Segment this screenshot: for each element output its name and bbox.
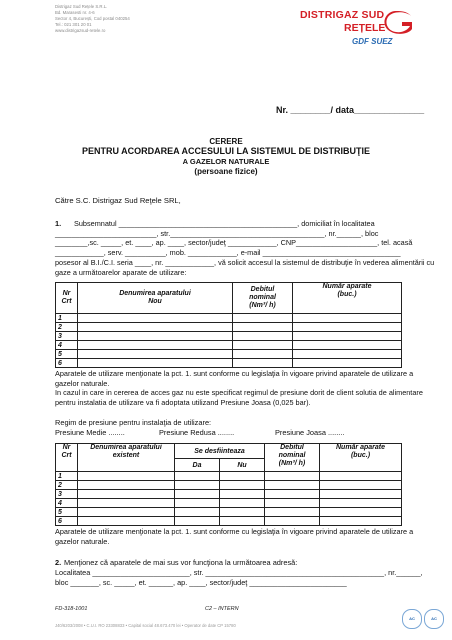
brand-subname: REȚELE (344, 22, 386, 34)
certification-badge-icon: AC (424, 609, 444, 629)
applicant-details (55, 219, 435, 277)
table-row (56, 490, 402, 499)
form-line[interactable]: ____________, serv. __________, mob. ____________, e-mail __________________________________ (55, 248, 401, 258)
address-line: Distrigaz Sud Rețele S.R.L. (55, 4, 108, 9)
cell-input[interactable] (220, 499, 265, 508)
row-number: 3 (56, 490, 78, 499)
cell-input[interactable] (233, 314, 293, 323)
cell-input[interactable] (265, 481, 320, 490)
company-logo (300, 9, 430, 57)
row-number: 1 (56, 472, 78, 481)
doc-subtitle: PENTRU ACORDAREA ACCESULUI LA SISTEMUL DE DISTRIBUŢIE (81, 146, 370, 156)
table-row (56, 472, 402, 481)
cell-input[interactable] (220, 481, 265, 490)
col-desfiinteaza: Se desfiinteaza (175, 444, 265, 459)
text-line: gazelor naturale. (55, 536, 110, 546)
pressure-medium-option[interactable]: Presiune Medie ........ (55, 428, 125, 437)
doc-subtitle-3: (persoane fizice) (194, 167, 258, 176)
text-line: In cazul in care in cererea de acces gaz nu este specificat regimul de presiune dorit de client solutia de alimentare (55, 388, 423, 398)
row-number: 5 (56, 350, 78, 359)
col-nu: Nu (220, 459, 265, 472)
header-address (55, 4, 130, 34)
row-number: 2 (56, 481, 78, 490)
cell-input[interactable] (78, 508, 175, 517)
form-line[interactable]: Subsemnatul ____________________________________________, domiciliat în localitatea (74, 219, 375, 228)
col-count: Număr aparate (buc.) (320, 444, 402, 472)
cell-input[interactable] (78, 359, 233, 368)
cell-input[interactable] (265, 508, 320, 517)
cell-input[interactable] (175, 499, 220, 508)
text-line: pentru instalatia de utilizare va fi adoptata utilizand Presiune Joasa (0,025 bar). (55, 398, 311, 408)
table-row (56, 314, 402, 323)
cell-input[interactable] (175, 472, 220, 481)
cell-input[interactable] (293, 341, 402, 350)
col-name: Denumirea aparatului existent (78, 444, 175, 472)
cell-input[interactable] (293, 350, 402, 359)
section-2-text: Menţionez că aparatele de mai sus vor funcţiona la următoarea adresă: (64, 558, 298, 567)
text-line: Aparatele de utilizare menţionate la pct. 1. sunt conforme cu legislaţia în vigoare privind aparatele de utilizare a (55, 369, 414, 378)
cell-input[interactable] (265, 490, 320, 499)
row-number: 4 (56, 499, 78, 508)
row-number: 5 (56, 508, 78, 517)
cell-input[interactable] (233, 341, 293, 350)
brand-group: GDF SUEZ (352, 37, 393, 46)
row-number: 1 (56, 314, 78, 323)
cell-input[interactable] (233, 323, 293, 332)
cell-input[interactable] (320, 481, 402, 490)
col-da: Da (175, 459, 220, 472)
text-line: gazelor naturale. (55, 378, 110, 388)
classification: C2 – INTERN (205, 606, 239, 612)
form-code: FD-318-1001 (55, 606, 88, 612)
table-row (56, 508, 402, 517)
col-debit: Debitul nominal (Nm³/ h) (265, 444, 320, 472)
col-count: Număr aparate (buc.) (293, 283, 402, 314)
appliance-address (55, 568, 423, 587)
cell-input[interactable] (293, 314, 402, 323)
row-number: 6 (56, 517, 78, 526)
conformity-note (55, 369, 423, 408)
cell-input[interactable] (175, 508, 220, 517)
registration-number-field[interactable]: Nr. ________/ data______________ (276, 105, 425, 115)
cell-input[interactable] (320, 490, 402, 499)
form-line[interactable]: Localitatea ________________________, str. ____________________________________________, nr.______, (55, 568, 423, 577)
address-line: Sector 4, București, Cod postal 040254 (55, 16, 130, 22)
doc-subtitle-2: A GAZELOR NATURALE (182, 157, 270, 166)
cell-input[interactable] (320, 517, 402, 526)
table-row (56, 323, 402, 332)
form-line[interactable]: posesor al B.I./C.I. seria ____, nr. ____________, vă solicit accesul la sistemul de distribuţie în vederea alimentării cu (55, 257, 435, 267)
col-nr: Nr Crt (56, 283, 78, 314)
cell-input[interactable] (320, 508, 402, 517)
logo-mark-icon (384, 11, 414, 35)
table-row (56, 359, 402, 368)
cell-input[interactable] (78, 481, 175, 490)
cell-input[interactable] (233, 332, 293, 341)
cell-input[interactable] (320, 499, 402, 508)
text-line: Aparatele de utilizare menţionate la pct. 1. sunt conforme cu legislaţia în vigoare privind aparatele de utilizare a (55, 527, 414, 536)
row-number: 2 (56, 323, 78, 332)
cell-input[interactable] (293, 323, 402, 332)
cell-input[interactable] (78, 517, 175, 526)
cell-input[interactable] (78, 323, 233, 332)
form-line[interactable]: bloc _______, sc. _____, et. ______, ap. ____, sector/judeţ ________________________ (55, 577, 347, 587)
cell-input[interactable] (175, 490, 220, 499)
certification-badge-icon: AC (402, 609, 422, 629)
cell-input[interactable] (233, 350, 293, 359)
company-registration: J40/6203/2008 • C.U.I. RO 23308833 • Capital social 48.673.470 lei • Operator de date CP 15780 (55, 623, 236, 628)
form-line[interactable]: _________________________, str.______________________________________, nr.______, bloc (55, 228, 379, 238)
table-row (56, 332, 402, 341)
pressure-regime-title: Regim de presiune pentru instalaţia de utilizare: (55, 418, 212, 427)
table-row (56, 499, 402, 508)
section-2-number: 2. (55, 558, 62, 567)
cell-input[interactable] (265, 517, 320, 526)
cell-input[interactable] (78, 472, 175, 481)
row-number: 6 (56, 359, 78, 368)
cell-input[interactable] (293, 359, 402, 368)
cell-input[interactable] (78, 499, 175, 508)
row-number: 4 (56, 341, 78, 350)
address-line: www.distrigazsud-retele.ro (55, 28, 106, 34)
cell-input[interactable] (220, 508, 265, 517)
brand-name: DISTRIGAZ SUD (300, 9, 385, 21)
cell-input[interactable] (320, 472, 402, 481)
address-line: Bd. Marasesti nr. 4-6 (55, 10, 95, 16)
cell-input[interactable] (175, 517, 220, 526)
section-1-number: 1. (55, 219, 62, 228)
table-row (56, 341, 402, 350)
table-row (56, 481, 402, 490)
pressure-reduced-option[interactable]: Presiune Redusa ........ (159, 428, 235, 437)
row-number: 3 (56, 332, 78, 341)
cell-input[interactable] (293, 332, 402, 341)
cell-input[interactable] (78, 490, 175, 499)
cell-input[interactable] (265, 472, 320, 481)
cell-input[interactable] (233, 359, 293, 368)
cell-input[interactable] (175, 481, 220, 490)
cell-input[interactable] (78, 341, 233, 350)
pressure-low-option[interactable]: Presiune Joasa ........ (275, 428, 345, 437)
cell-input[interactable] (220, 472, 265, 481)
cell-input[interactable] (78, 314, 233, 323)
cell-input[interactable] (78, 332, 233, 341)
addressee: Către S.C. Distrigaz Sud Reţele SRL, (55, 196, 181, 205)
address-line: Tel.: 021 301 20 01 (55, 22, 92, 28)
table-row (56, 350, 402, 359)
col-nr: Nr Crt (56, 444, 78, 472)
conformity-note-2 (55, 527, 414, 546)
col-name: Denumirea aparatului Nou (78, 283, 233, 314)
cell-input[interactable] (220, 517, 265, 526)
cell-input[interactable] (265, 499, 320, 508)
col-debit: Debitul nominal (Nm³/ h) (233, 283, 293, 314)
new-appliances-table (55, 282, 402, 368)
table-row (56, 517, 402, 526)
cell-input[interactable] (78, 350, 233, 359)
cell-input[interactable] (220, 490, 265, 499)
doc-title: CERERE (209, 137, 243, 146)
form-line[interactable]: ________,sc. _____, et. ____, ap. ____, sector/judeţ ____________, CNP____________________, tel. acasă (55, 238, 413, 248)
form-line: gaze a următoarelor aparate de utilizare: (55, 267, 187, 277)
existing-appliances-table (55, 443, 402, 526)
